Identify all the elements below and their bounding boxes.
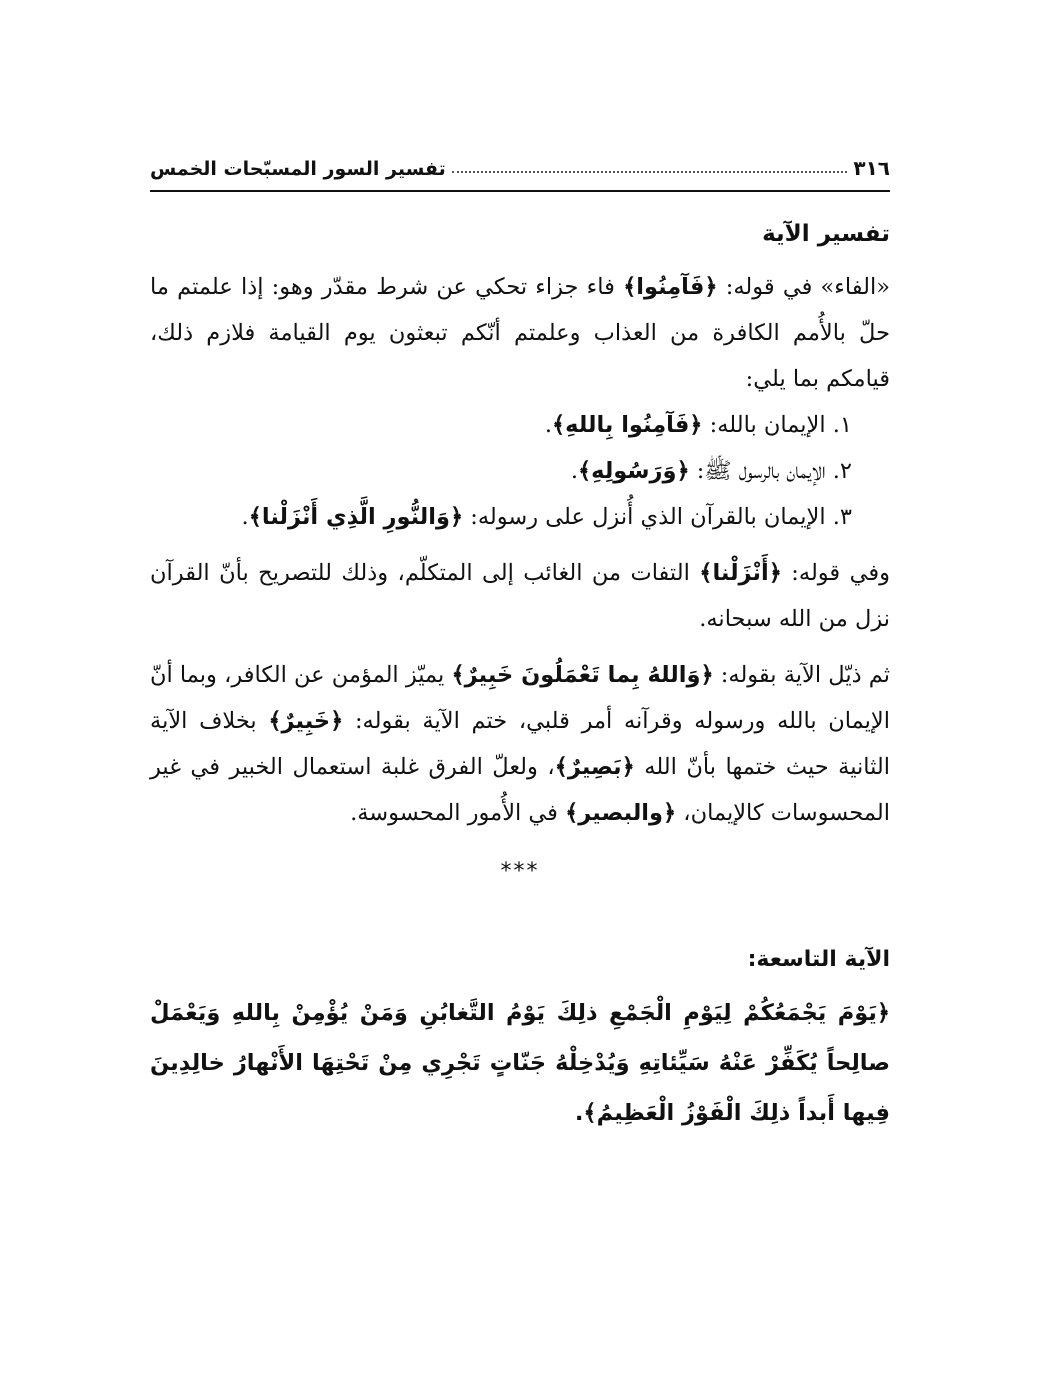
intro-text-1: «الفاء» في قوله: bbox=[717, 274, 890, 300]
quran-quote: ﴿وَرَسُولِهِ﴾ bbox=[578, 458, 690, 484]
list-item-end: . bbox=[570, 458, 578, 484]
list-item bbox=[150, 402, 852, 448]
book-page bbox=[150, 140, 890, 1138]
page-number: ٣١٦ bbox=[853, 156, 890, 180]
list-item-end: . bbox=[544, 412, 552, 438]
intro-paragraph bbox=[150, 264, 890, 402]
section-separator: *** bbox=[500, 859, 540, 884]
para-text: وفي قوله: bbox=[781, 560, 890, 586]
quran-quote: ﴿فَآمِنُوا﴾ bbox=[623, 274, 718, 300]
quran-quote: ﴿أَنْزَلْنا﴾ bbox=[699, 560, 782, 586]
verse-heading: الآية التاسعة: bbox=[747, 947, 890, 972]
running-header bbox=[150, 140, 890, 180]
para-text: يميّز المؤمن عن الكافر، وبما أنّ الإيمان بالله ورسوله وقرآنه أمر قلبي، ختم الآية بقوله: bbox=[150, 662, 890, 734]
para-text: في الأُمور المحسوسة. bbox=[350, 800, 566, 826]
quran-quote: ﴿فَآمِنُوا بِاللهِ﴾ bbox=[552, 412, 703, 438]
verse-text: ﴿يَوْمَ يَجْمَعُكُمْ لِيَوْمِ الْجَمْعِ ذلِكَ يَوْمُ التَّغابُنِ وَمَنْ يُؤْمِنْ بِاللهِ وَيَعْمَلْ صالِحاً يُكَفِّرْ عَنْهُ سَيِّئاتِهِ وَيُدْخِلْهُ جَنّاتٍ تَجْرِي مِنْ تَحْتِهَا الأَنْهارُ خالِدِينَ فِيها أَبداً ذلِكَ الْفَوْزُ الْعَظِيمُ﴾. bbox=[150, 1000, 890, 1126]
list-item-text: ٣. الإيمان بالقرآن الذي أُنزل على رسوله: bbox=[463, 504, 852, 530]
running-title: تفسير السور المسبّحات الخمس bbox=[150, 158, 446, 180]
intro-text-2: فاء جزاء تحكي عن شرط مقدّر وهو: إذا علمتم ما حلّ بالأُمم الكافرة من العذاب وعلمتم أنّكم تبعثون يوم القيامة فلازم ذلك، قيامكم بما يلي: bbox=[150, 274, 890, 392]
header-rule bbox=[150, 190, 890, 192]
faith-list bbox=[150, 402, 890, 540]
list-item bbox=[150, 448, 852, 494]
quran-quote: ﴿خَبِيرٌ﴾ bbox=[268, 708, 344, 734]
list-item-text: ٢. الإيمان بالرسول ﷺ: bbox=[689, 458, 852, 484]
quran-quote: ﴿وَالنُّورِ الَّذِي أَنْزَلْنا﴾ bbox=[248, 504, 464, 530]
paragraph-khabir bbox=[150, 652, 890, 836]
para-text: بخلاف الآية الثانية حيث ختمها بأنّ الله bbox=[150, 708, 890, 780]
list-item-end: . bbox=[241, 504, 249, 530]
para-text: ، ولعلّ الفرق غلبة استعمال الخبير في غير المحسوسات كالإيمان، bbox=[150, 754, 890, 826]
quran-quote: ﴿والبصير﴾ bbox=[565, 800, 677, 826]
header-dot-leader bbox=[452, 170, 848, 173]
para-text: التفات من الغائب إلى المتكلّم، وذلك للتصريح بأنّ القرآن نزل من الله سبحانه. bbox=[150, 560, 890, 632]
list-item bbox=[150, 494, 852, 540]
paragraph-anzalna bbox=[150, 550, 890, 642]
quran-quote: ﴿وَاللهُ بِما تَعْمَلُونَ خَبِيرٌ﴾ bbox=[451, 662, 714, 688]
section-heading: تفسير الآية bbox=[762, 221, 890, 247]
quran-quote: ﴿بَصِيرٌ﴾ bbox=[554, 754, 635, 780]
list-item-text: ١. الإيمان بالله: bbox=[702, 412, 852, 438]
para-text: ثم ذيّل الآية بقوله: bbox=[713, 662, 891, 688]
